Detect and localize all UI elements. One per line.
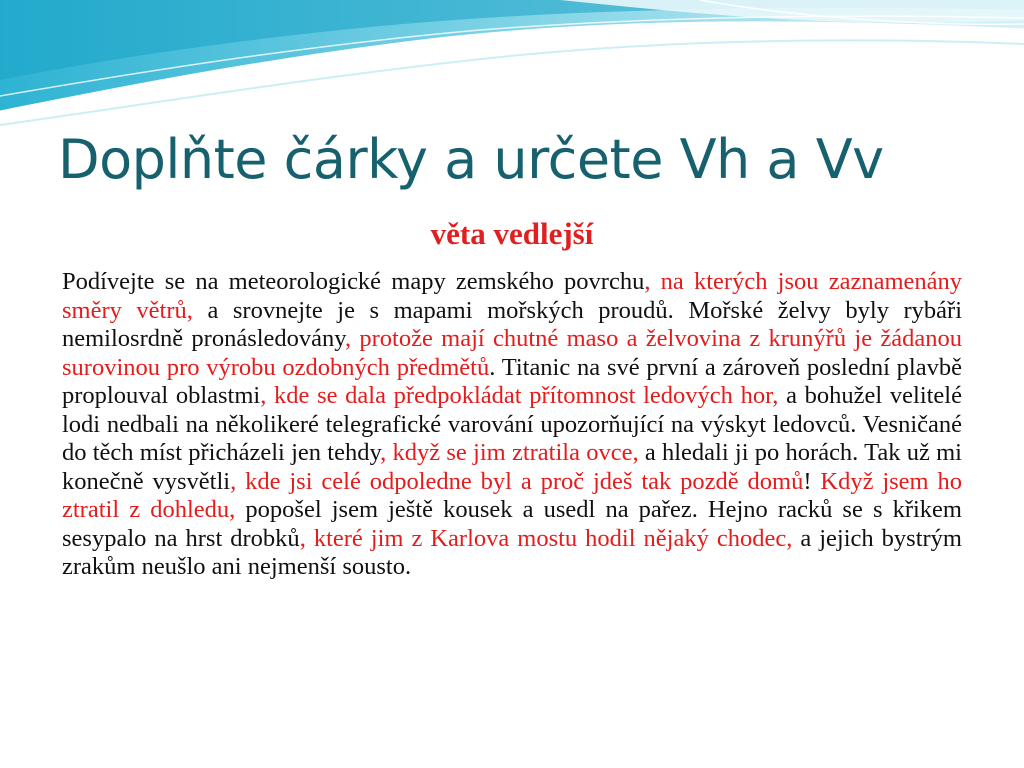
- highlighted-clause: , na kterých jsou zaznamenány směry větrů,: [62, 268, 963, 324]
- text-segment: a srovnejte je s mapami mořských proudů. Mořské želvy byly rybáři nemilosrdně pronásledovány: [62, 296, 963, 352]
- exercise-paragraph: [62, 268, 962, 582]
- text-segment: !: [803, 467, 821, 495]
- text-segment: . Titanic na své první a zároveň poslední plavbě proplouval oblastmi: [62, 353, 962, 409]
- highlighted-clause: , které jim z Karlova mostu hodil nějaký chodec,: [299, 524, 793, 552]
- text-segment: a jejich bystrým zrakům neušlo ani nejmenší sousto.: [62, 524, 962, 580]
- wave-decoration: [0, 0, 1024, 130]
- slide-title: Doplňte čárky a určete Vh a Vv: [58, 128, 884, 191]
- highlighted-clause: Když jsem ho ztratil z dohledu,: [62, 467, 962, 523]
- slide-subtitle: věta vedlejší: [430, 216, 594, 251]
- highlighted-clause: , když se jim ztratila ovce,: [380, 439, 639, 466]
- text-segment: Podívejte se na meteorologické mapy zemského povrchu: [62, 268, 645, 295]
- text-segment: a bohužel velitelé lodi nedbali na několikeré telegrafické varování upozorňující na výskyt ledovců. Vesničané do těch míst přicházeli jen tehdy: [62, 382, 962, 466]
- highlighted-clause: , protože mají chutné maso a želvovina z krunýřů je žádanou surovinou pro výrobu ozdobných předmětů: [62, 325, 962, 381]
- text-segment: popošel jsem ještě kousek a usedl na pařez. Hejno racků se s křikem sesypalo na hrst drobků: [62, 496, 962, 552]
- highlighted-clause: , kde se dala předpokládat přítomnost ledových hor,: [260, 382, 779, 409]
- highlighted-clause: , kde jsi celé odpoledne byl a proč jdeš tak pozdě domů: [230, 467, 804, 495]
- text-segment: a hledali ji po horách. Tak už mi konečně vysvětli: [62, 439, 962, 495]
